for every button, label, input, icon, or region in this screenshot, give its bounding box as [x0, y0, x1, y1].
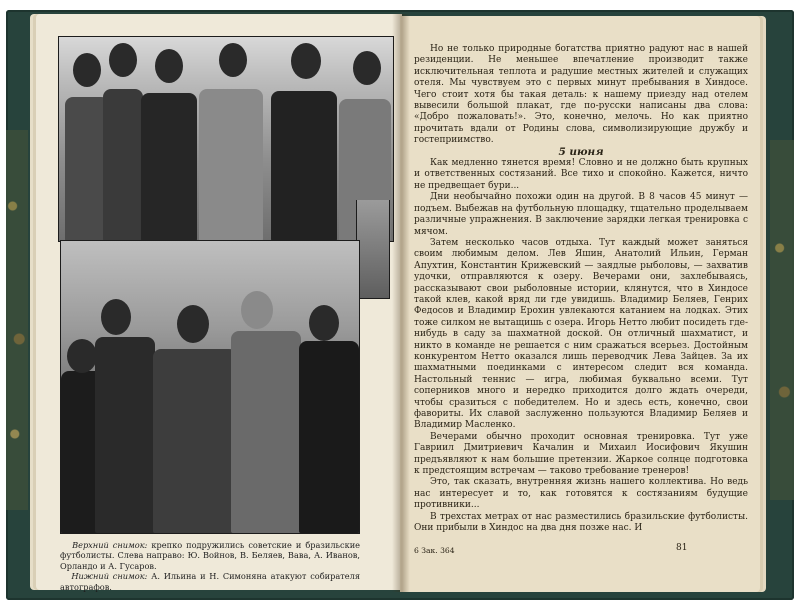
person-figure — [199, 89, 263, 241]
paragraph: Это, так сказать, внутренняя жизнь нашего коллектива. Но ведь нас интересует и то, как готовятся к состязаниям будущие противники... — [414, 477, 748, 511]
person-figure — [271, 91, 337, 241]
person-figure — [299, 341, 359, 533]
person-head — [155, 49, 183, 83]
caption-bottom-label: Нижний снимок: — [71, 571, 148, 582]
person-figure — [231, 331, 301, 533]
photo-caption — [60, 540, 360, 592]
person-head — [101, 299, 131, 335]
paragraph: В трехстах метрах от нас разместились бразильские футболисты. Они прибыли в Хиндос на два дня позже нас. И — [414, 511, 748, 534]
person-head — [241, 291, 273, 329]
caption-bottom-text: А. Ильина и Н. Симоняна атакуют собирателя автографов. — [60, 571, 360, 592]
paragraph: Как медленно тянется время! Словно и не должно быть крупных и ответственных состязаний. Все тихо и спокойно. Кажется, ничто не предвещает бури... — [414, 158, 748, 191]
printing-signature: 6 Зак. 364 — [414, 546, 455, 555]
person-head — [73, 53, 101, 87]
person-head — [291, 43, 321, 79]
person-head — [309, 305, 339, 341]
person-figure — [95, 337, 155, 533]
person-figure — [103, 89, 143, 241]
person-head — [219, 43, 247, 77]
paragraph: Дни необычайно похожи один на другой. В 8 часов 45 минут — подъем. Выбежав на футбольную площадку, тщательно проделываем различные упражнения. В заключение зарядки легкая тренировка с мячом. — [414, 192, 748, 237]
person-figure — [141, 93, 197, 241]
caption-top-text: крепко подружились советские и бразильские футболисты. Слева направо: Ю. Войнов, В. Беляев, Вава, А. Иванов, Орландо и А. Гусаров. — [60, 540, 360, 571]
paragraph: Вечерами обычно проходит основная тренировка. Тут уже Гавриил Дмитриевич Качалин и Михаил Иосифович Якушин предъявляют к нам большие претензии. Жаркое солнце подготовка к предстоящим встречам — таково требование тренеров! — [414, 431, 748, 477]
person-figure — [153, 349, 237, 533]
top-photo-footballers — [58, 36, 394, 242]
paragraph: Но не только природные богатства приятно радуют нас в нашей резиденции. Не меньшее впечатление производит также исключительная теплота и радушие местных жителей и служащих отеля. Мы чувствуем это с первых минут пребывания в Хиндосе. Чего стоит хотя бы такая деталь: к нашему приезду над отелем вывесили большой плакат, где по-русски написаны два слова: «Добро пожаловать!». Это, конечно, мелочь. Но как приятно прочитать вдали от Родины слова, символизирующие дружбу и гостеприимство. — [414, 44, 748, 146]
bottom-photo-autographs — [60, 240, 360, 534]
right-page-text — [414, 44, 748, 534]
book-gutter — [392, 14, 410, 592]
paragraph: Затем несколько часов отдыха. Тут каждый может заняться своим любимым делом. Лев Яшин, Анатолий Ильин, Герман Апухтин, Константин Крижевский — заядлые рыболовы, — захватив удочки, отправляются к озеру. Вечерами они, захлебываясь, рассказывают свои рыболовные истории, клянутся, что в Хиндосе такой клев, какой вряд ли где увидишь. Владимир Беляев, Генрих Федосов и Владимир Ерохин увлекаются катанием на лодках. Этих тоже силком не вытащишь с озера. Игорь Нетто любит посидеть где-нибудь в саду за шахматной доской. Он отличный шахматист, и никто в команде не решается с ним сражаться всерьез. Достойным конкурентом Нетто оказался лишь переводчик Лева Зайцев. За их шахматными поединками с интересом следит вся команда. Настольный теннис — игра, любимая буквально всеми. Тут соперников много и нередко приходится долго ждать очереди, чтобы сразиться с победителем. Но и здесь есть, конечно, свои фавориты. Их славой заслуженно пользуются Владимир Беляев и Владимир Масленко. — [414, 237, 748, 431]
top-photo-extension — [356, 200, 390, 299]
section-heading: 5 июня — [558, 145, 604, 158]
person-head — [177, 305, 209, 343]
cover-pattern-left — [6, 130, 28, 510]
person-head — [67, 339, 97, 373]
caption-top-label: Верхний снимок: — [72, 540, 148, 550]
person-head — [109, 43, 137, 77]
cover-pattern-right — [770, 140, 794, 500]
page-number: 81 — [676, 543, 688, 553]
person-head — [353, 51, 381, 85]
